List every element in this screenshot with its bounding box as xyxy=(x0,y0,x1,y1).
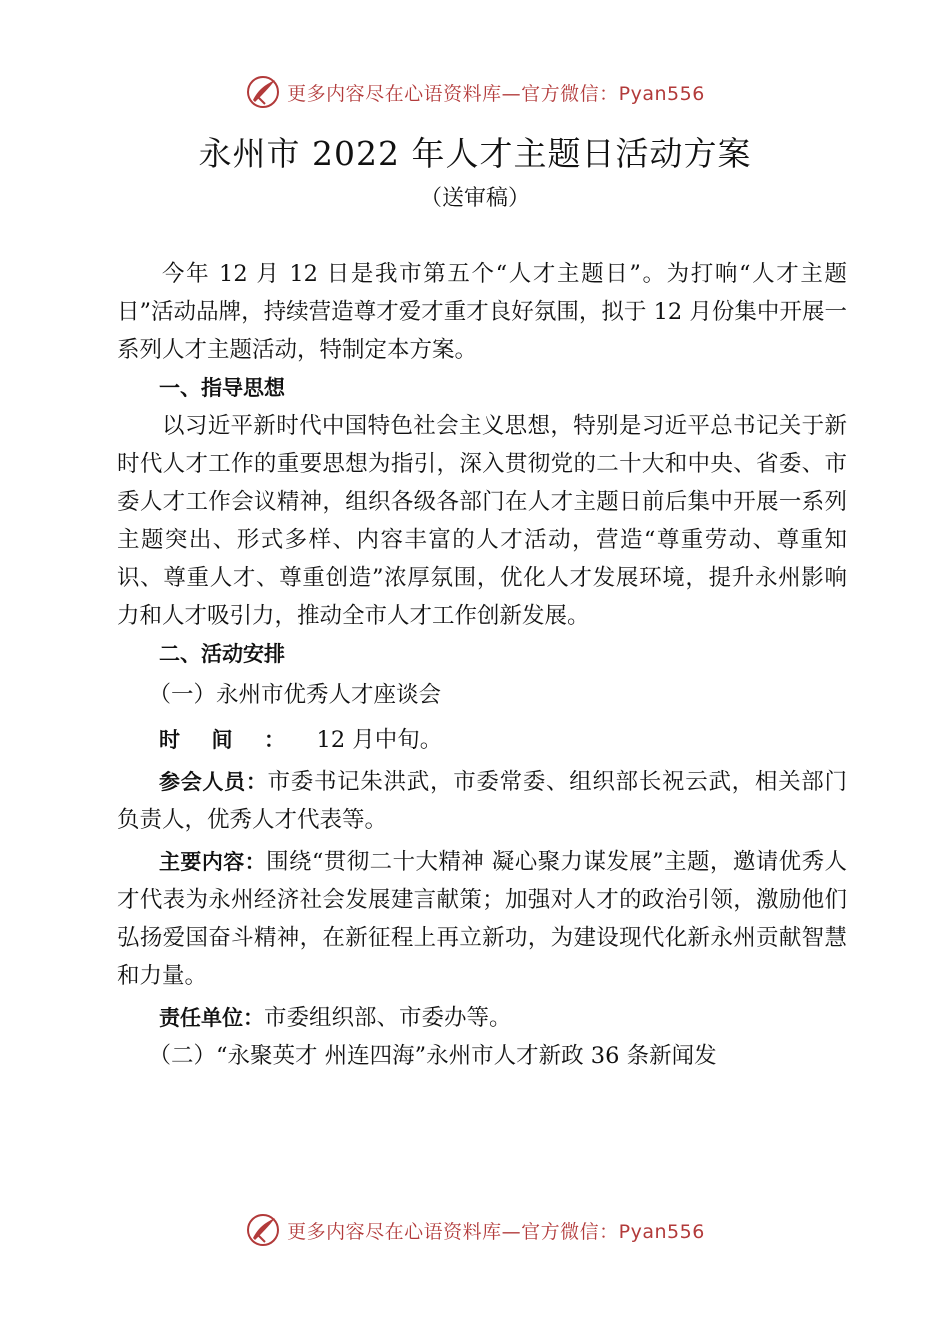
document-body xyxy=(117,255,847,1075)
activity-1-time xyxy=(117,721,847,759)
attendees-label: 参会人员： xyxy=(159,770,268,794)
content-label: 主要内容： xyxy=(159,850,267,874)
unit-label: 责任单位： xyxy=(159,1006,264,1030)
content-value: 围绕“贯彻二十大精神 凝心聚力谋发展”主题，邀请优秀人才代表为永州经济社会发展建言献策；加强对人才的政治引领，激励他们弘扬爱国奋斗精神，在新征程上再立新功，为建设现代化新永州贡献智慧和力量。 xyxy=(117,849,847,989)
watermark-text: 更多内容尽在心语资料库—官方微信：Pyan556 xyxy=(287,1220,705,1243)
brand-logo-icon xyxy=(245,74,281,110)
activity-1-content xyxy=(117,843,847,995)
time-value: 12 月中旬。 xyxy=(316,727,443,753)
watermark-top xyxy=(0,72,950,112)
activity-2-title: （二）“永聚英才 州连四海”永州市人才新政 36 条新闻发 xyxy=(148,1043,717,1069)
attendees-value: 市委书记朱洪武，市委常委、组织部长祝云武，相关部门负责人，优秀人才代表等。 xyxy=(117,769,848,833)
document-title: 永州市 2022 年人才主题日活动方案 xyxy=(198,134,752,173)
activity-1-title: （一）永州市优秀人才座谈会 xyxy=(148,682,442,708)
brand-logo-icon xyxy=(245,1212,281,1248)
unit-value: 市委组织部、市委办等。 xyxy=(264,1005,512,1031)
activity-1-attendees xyxy=(117,763,847,839)
intro-paragraph: 今年 12 月 12 日是我市第五个“人才主题日”。为打响“人才主题日”活动品牌，持续营造尊才爱才重才良好氛围，拟于 12 月份集中开展一系列人才主题活动，特制定本方案。 xyxy=(117,261,847,363)
activity-1-unit xyxy=(117,999,847,1037)
section-heading-activities: 二、活动安排 xyxy=(159,642,285,666)
watermark-bottom xyxy=(0,1210,950,1250)
time-label: 时间： xyxy=(159,728,317,752)
document-subtitle: （送审稿） xyxy=(419,186,530,211)
section-heading-guiding-ideology: 一、指导思想 xyxy=(159,376,285,400)
watermark-text: 更多内容尽在心语资料库—官方微信：Pyan556 xyxy=(287,82,705,105)
guiding-ideology-paragraph: 以习近平新时代中国特色社会主义思想，特别是习近平总书记关于新时代人才工作的重要思想为指引，深入贯彻党的二十大和中央、省委、市委人才工作会议精神，组织各级各部门在人才主题日前后集中开展一系列主题突出、形式多样、内容丰富的人才活动，营造“尊重劳动、尊重知识、尊重人才、尊重创造”浓厚氛围，优化人才发展环境，提升永州影响力和人才吸引力，推动全市人才工作创新发展。 xyxy=(117,413,847,629)
